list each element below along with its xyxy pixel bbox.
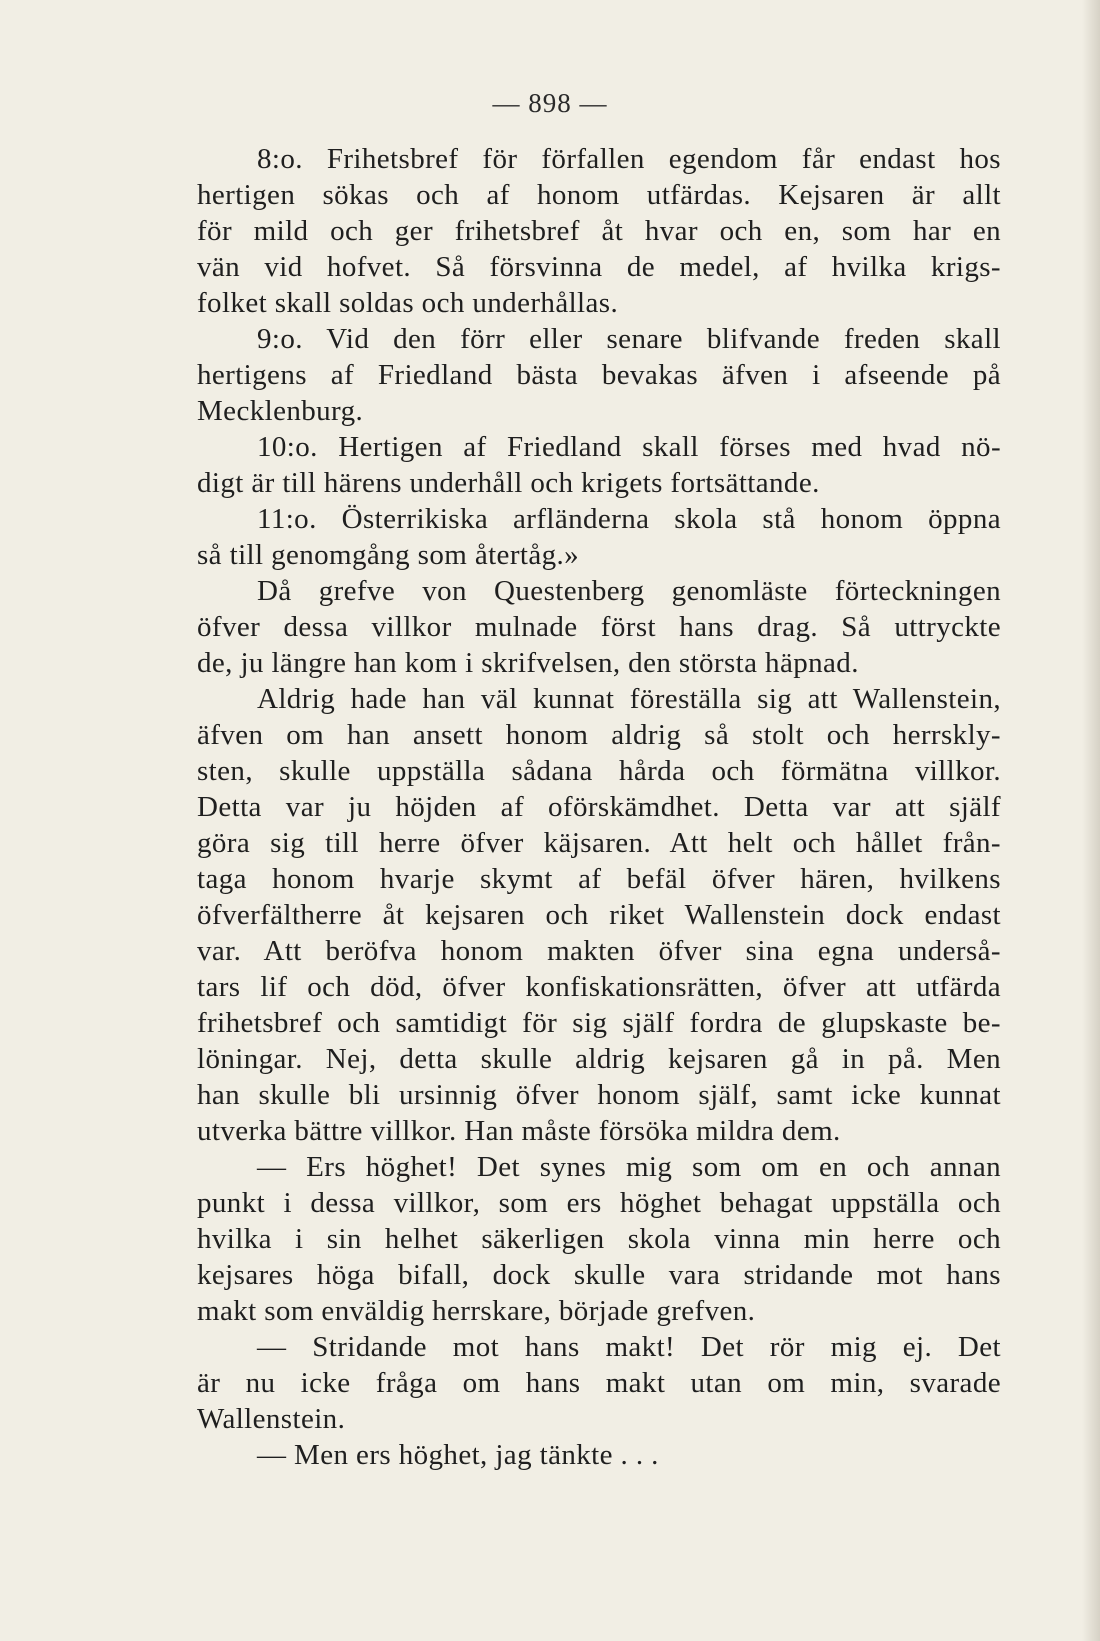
- text-line: för mild och ger frihetsbref åt hvar och en, som har en: [197, 215, 1001, 247]
- text-line: 8:o. Frihetsbref för förfallen egendom får endast hos: [257, 143, 1001, 175]
- text-line: öfverfältherre åt kejsaren och riket Wallenstein dock endast: [197, 899, 1001, 931]
- text-line: hertigen sökas och af honom utfärdas. Kejsaren är allt: [197, 179, 1001, 211]
- text-line: makt som enväldig herrskare, började grefven.: [197, 1295, 756, 1327]
- text-line: 10:o. Hertigen af Friedland skall förses med hvad nö-: [257, 431, 1001, 463]
- text-line: kejsares höga bifall, dock skulle vara stridande mot hans: [197, 1259, 1001, 1291]
- text-line: taga honom hvarje skymt af befäl öfver hären, hvilkens: [197, 863, 1001, 895]
- text-line: 11:o. Österrikiska arfländerna skola stå honom öppna: [257, 503, 1001, 535]
- text-line: Aldrig hade han väl kunnat föreställa sig att Wallenstein,: [257, 683, 1001, 715]
- text-line: Wallenstein.: [197, 1403, 346, 1435]
- text-line: sten, skulle uppställa sådana hårda och förmätna villkor.: [197, 755, 1001, 787]
- text-line: äfven om han ansett honom aldrig så stolt och herrskly-: [197, 719, 1001, 751]
- text-line: hertigens af Friedland bästa bevakas äfven i afseende på: [197, 359, 1001, 391]
- text-line: var. Att beröfva honom makten öfver sina egna underså-: [197, 935, 1001, 967]
- text-line: 9:o. Vid den förr eller senare blifvande freden skall: [257, 323, 1001, 355]
- text-line: tars lif och död, öfver konfiskationsrätten, öfver att utfärda: [197, 971, 1001, 1003]
- text-line: digt är till härens underhåll och krigets fortsättande.: [197, 467, 820, 499]
- page-number: — 898 —: [492, 88, 608, 118]
- text-line: är nu icke fråga om hans makt utan om min, svarade: [197, 1367, 1001, 1399]
- text-line: hvilka i sin helhet säkerligen skola vinna min herre och: [197, 1223, 1001, 1255]
- text-line: han skulle bli ursinnig öfver honom själf, samt icke kunnat: [197, 1079, 1001, 1111]
- text-line: Då grefve von Questenberg genomläste förteckningen: [257, 575, 1001, 607]
- text-line: löningar. Nej, detta skulle aldrig kejsaren gå in på. Men: [197, 1043, 1001, 1075]
- text-line: frihetsbref och samtidigt för sig själf fordra de glupskaste be-: [197, 1007, 1001, 1039]
- text-line: folket skall soldas och underhållas.: [197, 287, 619, 319]
- text-line: Detta var ju höjden af oförskämdhet. Detta var att själf: [197, 791, 1001, 823]
- text-line: — Men ers höghet, jag tänkte . . .: [257, 1439, 659, 1471]
- text-line: de, ju längre han kom i skrifvelsen, den största häpnad.: [197, 647, 859, 679]
- body-text: [197, 141, 1001, 1473]
- text-line: utverka bättre villkor. Han måste försöka mildra dem.: [197, 1115, 841, 1147]
- text-line: — Ers höghet! Det synes mig som om en och annan: [257, 1151, 1001, 1183]
- text-line: öfver dessa villkor mulnade först hans drag. Så uttryckte: [197, 611, 1001, 643]
- text-line: göra sig till herre öfver käjsaren. Att helt och hållet från-: [197, 827, 1001, 859]
- text-line: punkt i dessa villkor, som ers höghet behagat uppställa och: [197, 1187, 1001, 1219]
- text-line: Mecklenburg.: [197, 395, 364, 427]
- text-line: så till genomgång som återtåg.»: [197, 539, 580, 571]
- text-line: vän vid hofvet. Så försvinna de medel, af hvilka krigs-: [197, 251, 1001, 283]
- text-line: — Stridande mot hans makt! Det rör mig ej. Det: [257, 1331, 1001, 1363]
